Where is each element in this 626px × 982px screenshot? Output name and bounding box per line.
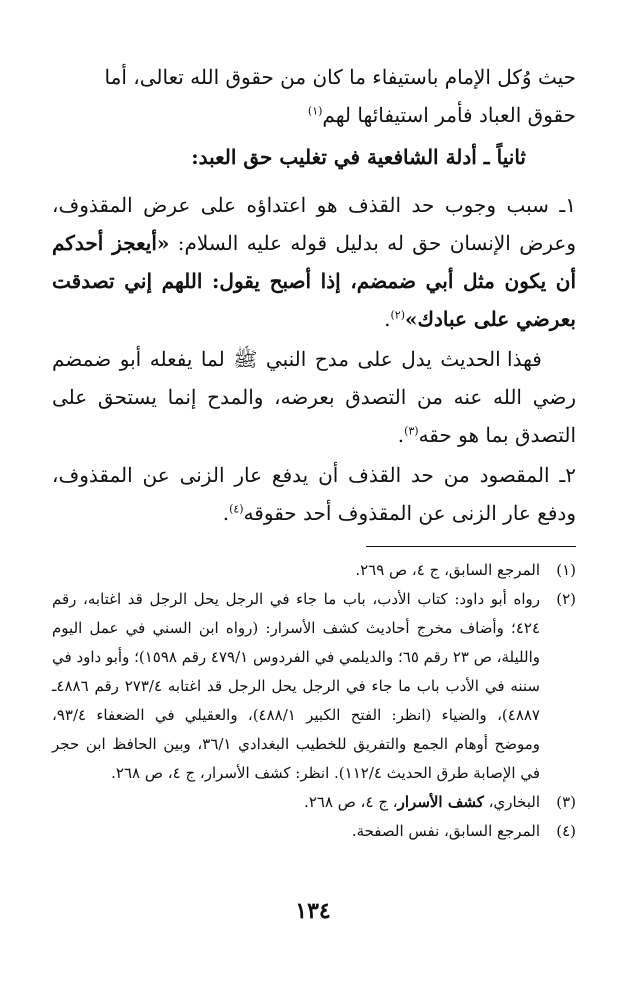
intro-line-1: حيث وُكل الإمام باستيفاء ما كان من حقوق الله تعالى، أما	[104, 65, 576, 89]
point-2-paragraph	[52, 456, 576, 532]
commentary-paragraph	[52, 340, 576, 454]
footnote-text: رواه أبو داود: كتاب الأدب، باب ما جاء في الرجل يحل الرجل قد اغتابه، رقم ٤٢٤؛ وأضاف مخرج أحاديث كشف الأسرار: (رواه ابن السني في عمل اليوم والليلة، ص ٢٣ رقم ٦٥؛ والديلمي في الفردوس ٤٧٩/١ رقم ١٥٩٨)؛ وأبو داود في سننه في الأدب باب ما جاء في الرجل يحل الرجل قد اغتابه ٢٧٣/٤ رقم ٤٨٨٦ـ ٤٨٨٧)، والضياء (انظر: الفتح الكبير ٤٨٨/١)، والعقيلي في الضعفاء ٩٣/٤، وموضح أوهام الجمع والتفريق للخطيب البغدادي ٣٦/١، وبين الحافظ ابن حجر في الإصابة طرق الحديث ١١٢/٤). انظر: كشف الأسرار، ج ٤، ص ٢٦٨.	[52, 590, 541, 782]
footnote-2	[52, 585, 576, 788]
footnote-3-author: البخاري،	[483, 793, 540, 811]
page-number: ١٣٤	[295, 898, 331, 924]
section-heading: ثانياً ـ أدلة الشافعية في تغليب حق العبد:	[191, 145, 526, 169]
footnote-number: (١)	[556, 561, 576, 579]
footnote-ref-3: (٣)	[404, 424, 419, 438]
point-2-text	[52, 456, 576, 532]
hadith-quote: «أيعجز أحدكم أن يكون مثل أبي ضمضم، إذا أصبح يقول: اللهم إني تصدقت بعرضي على عبادك»	[52, 231, 576, 331]
commentary-end: .	[397, 423, 405, 447]
point-2-end: .	[222, 501, 230, 525]
footnote-divider	[366, 546, 576, 547]
footnote-text	[52, 788, 540, 817]
footnote-4	[52, 817, 576, 846]
point-1-body: ١ـ سبب وجوب حد القذف هو اعتداؤه على عرض المقذوف، وعرض الإنسان حق له بدليل قوله عليه السلام:	[52, 193, 577, 255]
intro-line-2-text: حقوق العباد فأمر استيفائها لهم	[322, 103, 576, 127]
footnote-3-book-title: كشف الأسرار	[397, 793, 484, 811]
footnote-ref-4: (٤)	[229, 502, 244, 516]
footnote-3	[52, 788, 576, 817]
point-1-text	[52, 186, 576, 338]
footnote-ref-2: (٢)	[390, 308, 405, 322]
point-2-body: ٢ـ المقصود من حد القذف أن يدفع عار الزنى عن المقذوف، ودفع عار الزنى عن المقذوف أحد حقوقه	[52, 463, 576, 525]
footnote-text: المرجع السابق، نفس الصفحة.	[351, 822, 540, 840]
point-1-end: .	[384, 307, 391, 331]
footnote-number: (٢)	[556, 590, 576, 608]
intro-line-2	[52, 96, 576, 134]
footnote-3-location: ، ج ٤، ص ٢٦٨.	[304, 793, 398, 811]
footnote-ref-1: (١)	[307, 104, 323, 118]
commentary-text	[52, 340, 576, 454]
footnote-number: (٣)	[556, 793, 576, 811]
footnote-number: (٤)	[556, 822, 576, 840]
point-1-paragraph	[52, 186, 576, 338]
commentary-body: فهذا الحديث يدل على مدح النبي ﷺ لما يفعله أبو ضمضم رضي الله عنه من التصدق بعرضه، والمدح إنما يستحق على التصدق بما هو حقه	[52, 347, 576, 447]
footnotes-section	[52, 556, 576, 846]
footnote-1	[52, 556, 576, 585]
footnote-text: المرجع السابق، ج ٤، ص ٢٦٩.	[355, 561, 540, 579]
intro-paragraph	[52, 58, 576, 134]
